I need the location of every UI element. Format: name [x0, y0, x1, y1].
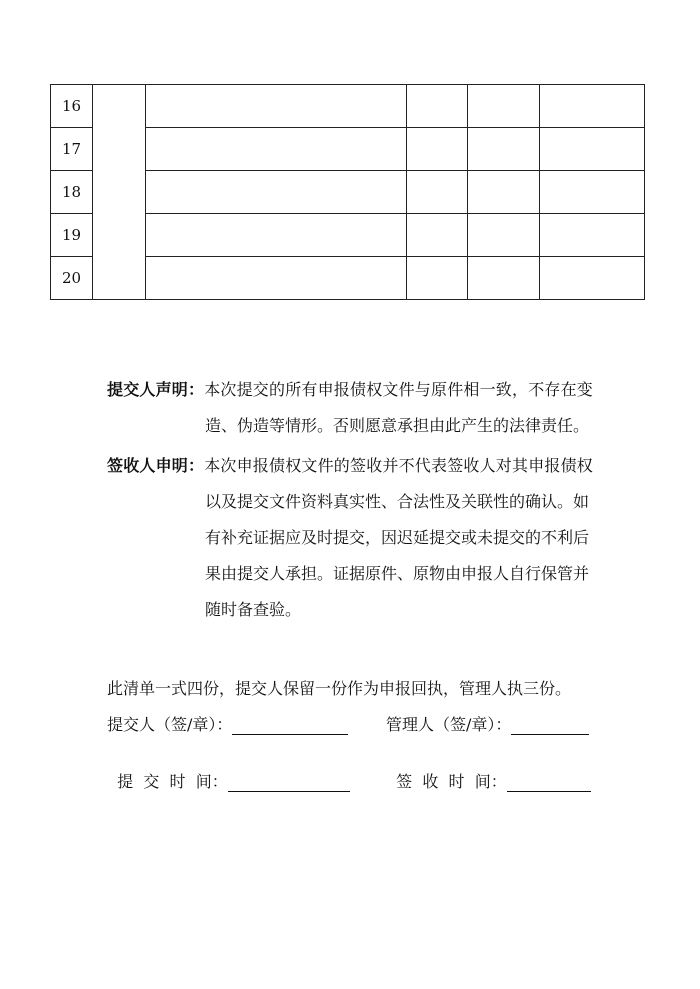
table-cell	[468, 128, 540, 171]
copies-note: 此清单一式四份，提交人保留一份作为申报回执，管理人执三份。	[107, 679, 572, 698]
manager-signature-label: 管理人（签/章）：	[386, 715, 512, 734]
submitter-declaration	[107, 372, 593, 408]
row-number: 20	[51, 257, 93, 300]
table-cell	[146, 171, 407, 214]
submitter-signature	[107, 712, 348, 735]
submitter-declaration-label: 提交人声明：	[107, 380, 205, 399]
submitter-declaration-line: 造、伪造等情形。否则愿意承担由此产生的法律责任。	[205, 416, 590, 435]
submitter-signature-label: 提交人（签/章）：	[107, 715, 233, 734]
table-cell	[468, 257, 540, 300]
manager-signature-field[interactable]	[511, 718, 589, 735]
receiver-declaration-line: 以及提交文件资料真实性、合法性及关联性的确认。如	[205, 492, 590, 511]
table-cell	[540, 128, 645, 171]
table-cell	[468, 171, 540, 214]
table-cell	[468, 214, 540, 257]
row-number: 19	[51, 214, 93, 257]
table-cell	[407, 171, 468, 214]
receive-time-label: 签 收 时 间：	[396, 772, 507, 791]
table-cell	[540, 85, 645, 128]
submit-time	[107, 750, 350, 792]
submitter-signature-field[interactable]	[232, 718, 348, 735]
receiver-declaration-line: 本次申报债权文件的签收并不代表签收人对其申报债权	[204, 456, 594, 475]
table-cell	[407, 128, 468, 171]
receive-time	[386, 750, 591, 792]
table-cell	[407, 85, 468, 128]
receiver-declaration-line: 随时备查验。	[205, 600, 302, 619]
table-cell	[540, 171, 645, 214]
submit-time-label: 提 交 时 间：	[117, 772, 228, 791]
merged-cell	[93, 85, 146, 300]
table-cell	[146, 128, 407, 171]
table-cell	[146, 214, 407, 257]
row-number: 16	[51, 85, 93, 128]
submitter-declaration-line: 本次提交的所有申报债权文件与原件相一致，不存在变	[204, 380, 594, 399]
receiver-declaration-label: 签收人申明：	[107, 456, 205, 475]
table-cell	[407, 214, 468, 257]
row-number: 17	[51, 128, 93, 171]
receiver-declaration	[107, 448, 593, 484]
receive-time-field[interactable]	[507, 775, 591, 792]
table-cell	[540, 257, 645, 300]
receiver-declaration-line: 果由提交人承担。证据原件、原物由申报人自行保管并	[205, 564, 590, 583]
row-number: 18	[51, 171, 93, 214]
table-cell	[407, 257, 468, 300]
table-cell	[146, 85, 407, 128]
receiver-declaration-line: 有补充证据应及时提交，因迟延提交或未提交的不利后	[205, 528, 590, 547]
claims-table	[50, 84, 645, 300]
table-cell	[540, 214, 645, 257]
manager-signature	[386, 712, 589, 735]
table-row	[51, 85, 645, 128]
table-cell	[146, 257, 407, 300]
submit-time-field[interactable]	[228, 775, 350, 792]
table-cell	[468, 85, 540, 128]
